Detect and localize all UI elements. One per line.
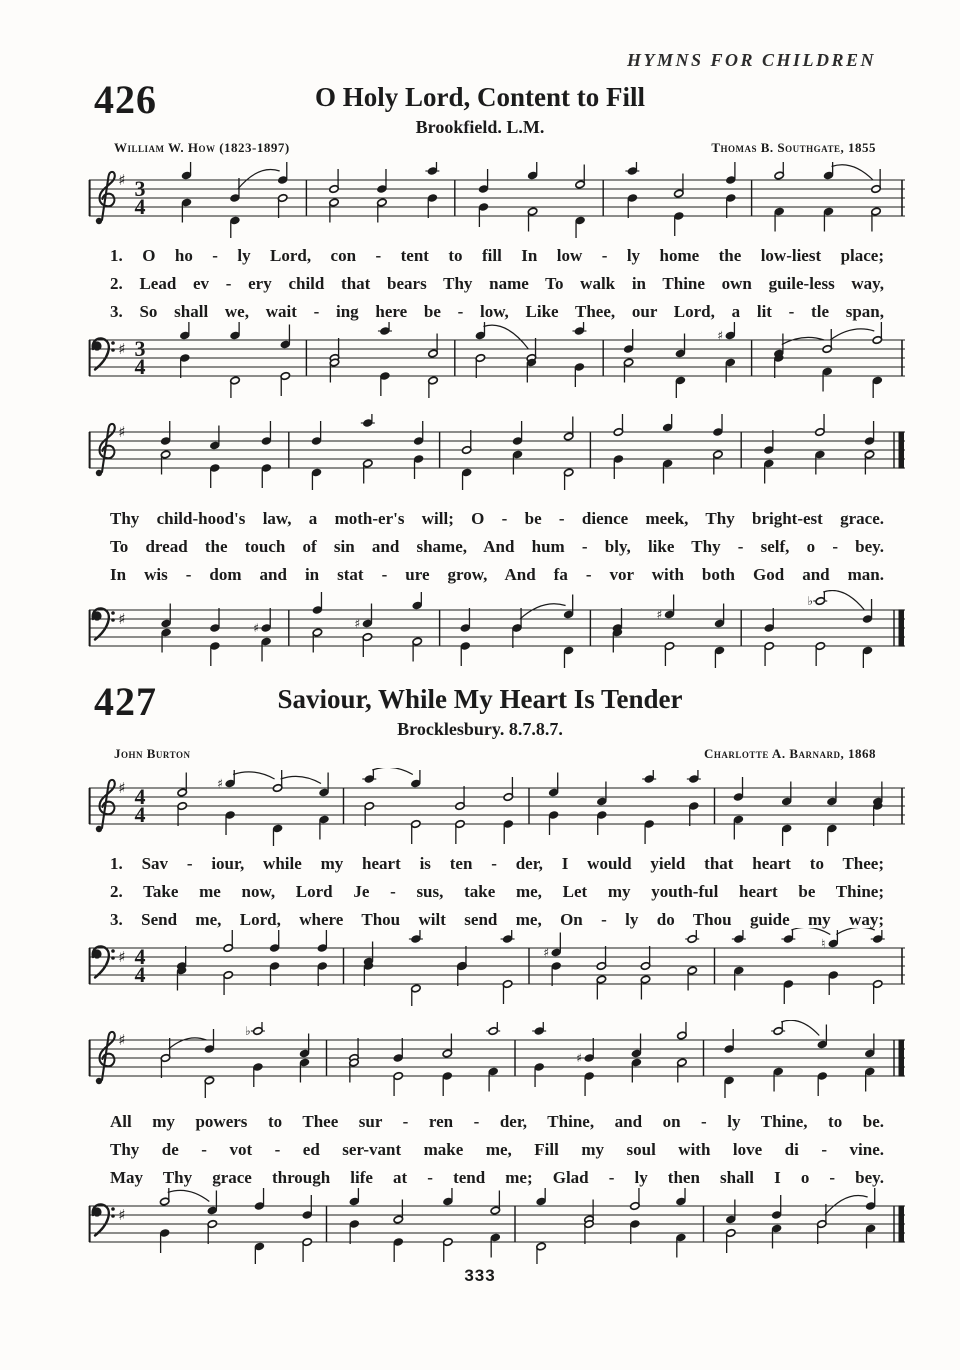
svg-text:♯: ♯ bbox=[118, 340, 126, 358]
staff-426-treble-2 bbox=[86, 412, 908, 492]
hymn-427-verses-second-half bbox=[110, 1108, 884, 1192]
svg-text:♯: ♯ bbox=[253, 621, 260, 635]
hymn-427-author: John Burton bbox=[114, 746, 191, 761]
section-header: HYMNS FOR CHILDREN bbox=[626, 50, 876, 70]
lyric-line: 3. Send me, Lord, where Thou wilt send me, On - ly do Thou guide my way; bbox=[110, 910, 884, 929]
svg-text:3: 3 bbox=[134, 176, 146, 201]
hymn-427-verses-first-half bbox=[110, 850, 884, 934]
svg-text:4: 4 bbox=[134, 784, 146, 809]
hymn-426-verses-first-half bbox=[110, 242, 884, 326]
staff-426-bass-1 bbox=[86, 320, 908, 400]
svg-text:♯: ♯ bbox=[717, 328, 724, 343]
hymn-427-tune: Brocklesbury. 8.7.8.7. bbox=[397, 719, 563, 739]
lyric-line: May Thy grace through life at - tend me; Glad - ly then shall I o - bey. bbox=[110, 1168, 884, 1187]
svg-text:♯: ♯ bbox=[118, 1206, 126, 1224]
hymn-426-author: William W. How (1823-1897) bbox=[114, 140, 290, 155]
hymn-426-composer: Thomas B. Southgate, 1855 bbox=[711, 140, 876, 155]
hymn-426-tune: Brookfield. L.M. bbox=[415, 117, 545, 137]
svg-text:♯: ♯ bbox=[118, 610, 126, 628]
hymn-427-title: Saviour, While My Heart Is Tender bbox=[277, 684, 683, 714]
hymn-427-composer: Charlotte A. Barnard, 1868 bbox=[704, 746, 876, 761]
staff-427-treble-1 bbox=[86, 768, 908, 848]
svg-text:♯: ♯ bbox=[576, 1051, 583, 1065]
staff-426-treble-1 bbox=[86, 160, 908, 240]
hymn-426-number: 426 bbox=[94, 77, 157, 122]
staff-427-treble-2 bbox=[86, 1020, 908, 1100]
svg-text:4: 4 bbox=[134, 944, 146, 969]
lyric-line: 2. Take me now, Lord Je - sus, take me, Let my youth-ful heart be Thine; bbox=[110, 882, 884, 901]
svg-text:♯: ♯ bbox=[118, 423, 126, 441]
staff-426-bass-2 bbox=[86, 590, 908, 670]
lyric-line: 1. O ho - ly Lord, con - tent to fill In low - ly home the low-liest place; bbox=[110, 246, 884, 265]
lyric-line: 3. So shall we, wait - ing here be - low, Like Thee, our Lord, a lit - tle span, bbox=[110, 302, 884, 321]
lyric-line: To dread the touch of sin and shame, And hum - bly, like Thy - self, o - bey. bbox=[110, 537, 884, 556]
svg-text:4: 4 bbox=[134, 962, 146, 987]
svg-text:4: 4 bbox=[134, 354, 146, 379]
svg-text:♯: ♯ bbox=[217, 776, 224, 791]
svg-text:♯: ♯ bbox=[354, 616, 361, 631]
lyric-line: Thy child-hood's law, a moth-er's will; O - be - dience meek, Thy bright-est grace. bbox=[110, 509, 884, 528]
svg-text:4: 4 bbox=[134, 802, 146, 827]
svg-text:♮: ♮ bbox=[821, 936, 826, 951]
svg-text:♯: ♯ bbox=[656, 607, 663, 622]
svg-text:♯: ♯ bbox=[118, 1031, 126, 1049]
lyric-line: In wis - dom and in stat - ure grow, And fa - vor with both God and man. bbox=[110, 565, 884, 584]
svg-text:♯: ♯ bbox=[118, 779, 126, 797]
hymn-426-title: O Holy Lord, Content to Fill bbox=[315, 82, 645, 112]
svg-text:♯: ♯ bbox=[118, 948, 126, 966]
lyric-line: 1. Sav - iour, while my heart is ten - der, I would yield that heart to Thee; bbox=[110, 854, 884, 873]
staff-427-bass-2 bbox=[86, 1186, 908, 1266]
svg-text:♯: ♯ bbox=[543, 945, 550, 960]
svg-text:♯: ♯ bbox=[118, 171, 126, 189]
lyric-line: All my powers to Thee sur - ren - der, Thine, and on - ly Thine, to be. bbox=[110, 1112, 884, 1131]
svg-text:♭: ♭ bbox=[807, 594, 814, 608]
svg-text:♭: ♭ bbox=[245, 1024, 251, 1038]
hymn-426-verses-second-half bbox=[110, 505, 884, 589]
page-number: 333 bbox=[464, 1266, 496, 1285]
hymn-427-number: 427 bbox=[94, 679, 157, 724]
svg-text:4: 4 bbox=[134, 194, 146, 219]
svg-text:3: 3 bbox=[134, 336, 146, 361]
lyric-line: Thy de - vot - ed ser-vant make me, Fill my soul with love di - vine. bbox=[110, 1140, 884, 1159]
lyric-line: 2. Lead ev - ery child that bears Thy name To walk in Thine own guile-less way, bbox=[110, 274, 884, 293]
staff-427-bass-1 bbox=[86, 928, 908, 1008]
